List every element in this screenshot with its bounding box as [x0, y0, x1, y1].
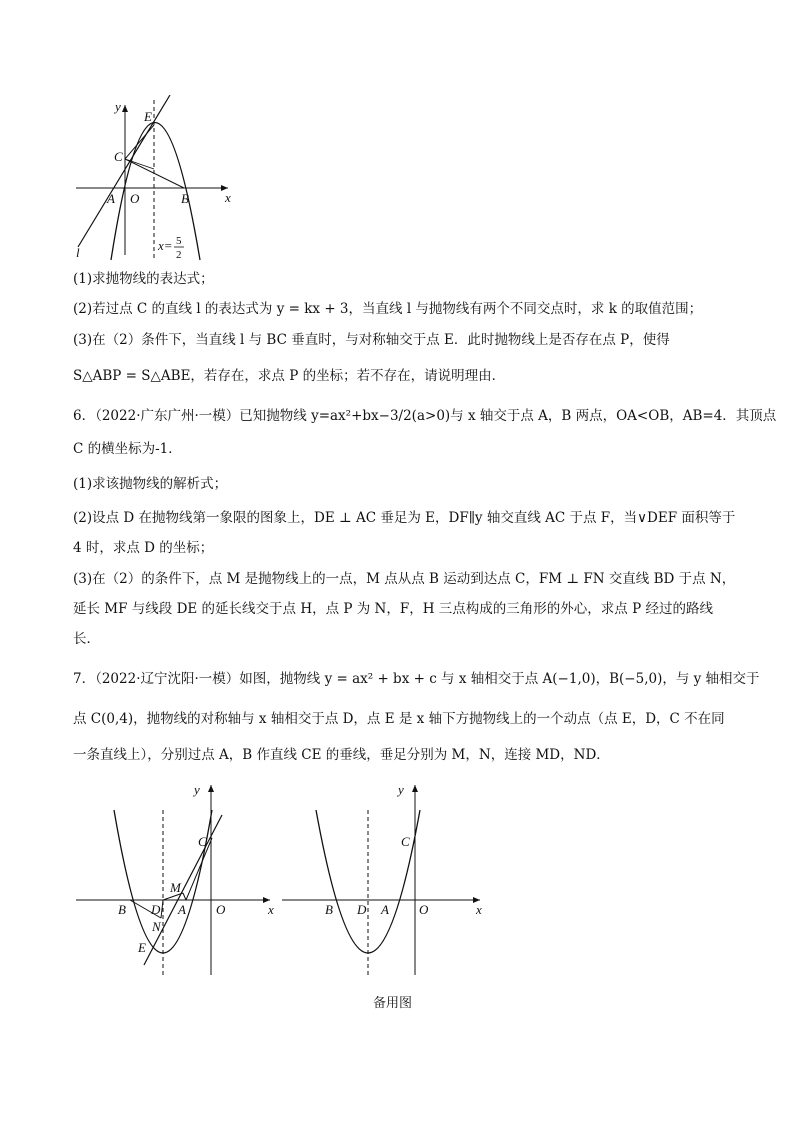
label-axis-eq: x= — [158, 238, 173, 253]
figure-parabola-1-svg — [70, 95, 240, 265]
label-axis-den: 2 — [176, 249, 182, 261]
label-M: M — [170, 880, 181, 895]
label-x: x — [268, 902, 274, 917]
q6-part3-line1: (3)在（2）的条件下，点 M 是抛物线上的一点，M 点从点 B 运动到达点 C，FM ⊥ FN 交直线 BD 于点 N， — [73, 571, 736, 587]
figure-parabola-3-svg — [280, 780, 490, 980]
figure-parabola-2-svg — [72, 780, 282, 980]
label-y: y — [398, 782, 404, 797]
q6-part3-line2: 延长 MF 与线段 DE 的延长线交于点 H，点 P 为 N，F，H 三点构成的三角形的外心，求点 P 经过的路线 — [73, 601, 713, 617]
q5-part2: (2)若过点 C 的直线 l 的表达式为 y = kx + 3，当直线 l 与抛物线有两个不同交点时，求 k 的取值范围； — [73, 301, 703, 317]
label-C: C — [401, 834, 410, 849]
label-C: C — [114, 149, 123, 164]
q6-part3-line3: 长． — [73, 631, 100, 647]
label-y: y — [194, 782, 200, 797]
q6-part2-line2: 4 时，求点 D 的坐标； — [73, 540, 214, 556]
q7-stem-line2: 点 C(0,4)，抛物线的对称轴与 x 轴相交于点 D，点 E 是 x 轴下方抛物线上的一个动点（点 E，D，C 不在同 — [73, 711, 725, 727]
q5-part3-cont: S△ABP = S△ABE，若存在，求点 P 的坐标；若不存在，请说明理由． — [73, 368, 506, 384]
label-O: O — [419, 902, 429, 917]
label-E: E — [144, 109, 152, 124]
label-O: O — [216, 902, 226, 917]
q6-part1: (1)求该抛物线的解析式； — [73, 476, 228, 492]
figure-parabola-1 — [70, 95, 240, 265]
label-axis-num: 5 — [176, 235, 182, 247]
label-D: D — [151, 902, 161, 917]
label-A: A — [178, 902, 186, 917]
figure-parabola-3 — [280, 780, 490, 980]
q6-stem-line2: C 的横坐标为-1． — [73, 441, 182, 457]
label-l: l — [76, 245, 80, 260]
q5-part1: (1)求抛物线的表达式； — [73, 271, 214, 287]
q5-part3: (3)在（2）条件下，当直线 l 与 BC 垂直时，与对称轴交于点 E．此时抛物线上是否存在点 P，使得 — [73, 332, 670, 348]
q7-stem-line3: 一条直线上），分别过点 A，B 作直线 CE 的垂线，垂足分别为 M，N，连接 MD，ND． — [73, 747, 610, 763]
label-B: B — [325, 902, 333, 917]
label-E: E — [138, 940, 146, 955]
label-D: D — [357, 902, 367, 917]
label-O: O — [130, 191, 140, 206]
label-B: B — [181, 191, 189, 206]
q6-stem-line1: 6．（2022·广东广州·一模）已知抛物线 y=ax²+bx−3/2(a>0)与 x 轴交于点 A，B 两点，OA<OB，AB=4．其顶点 — [73, 408, 777, 424]
label-x: x — [225, 190, 231, 205]
label-A: A — [107, 191, 115, 206]
label-N: N — [152, 919, 161, 934]
figure-parabola-2 — [72, 780, 282, 980]
label-A: A — [381, 902, 389, 917]
label-C: C — [198, 834, 207, 849]
q6-part2-line1: (2)设点 D 在抛物线第一象限的图象上，DE ⊥ AC 垂足为 E，DF∥y 轴交直线 AC 于点 F，当∨DEF 面积等于 — [73, 510, 736, 526]
label-y: y — [115, 99, 121, 114]
q7-stem-line1: 7．（2022·辽宁沈阳·一模）如图，抛物线 y = ax² + bx + c 与 x 轴相交于点 A(−1,0)，B(−5,0)，与 y 轴相交于 — [73, 671, 760, 687]
label-x: x — [476, 902, 482, 917]
figure-caption: 备用图 — [373, 996, 413, 1011]
label-B: B — [118, 902, 126, 917]
